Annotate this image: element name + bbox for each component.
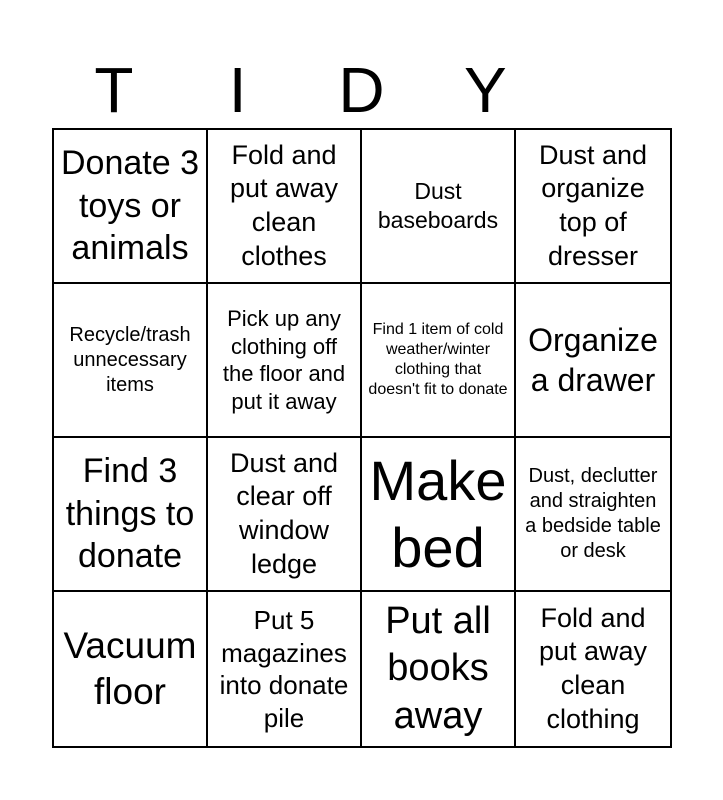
bingo-cell[interactable] xyxy=(208,592,362,746)
cell-text: Dust, declutter and straighten a bedside table or desk xyxy=(525,465,661,562)
bingo-cell[interactable] xyxy=(208,130,362,284)
bingo-cell[interactable] xyxy=(516,592,670,746)
bingo-cell[interactable] xyxy=(54,438,208,592)
cell-text: Make bed xyxy=(369,448,507,579)
bingo-cell[interactable] xyxy=(54,284,208,438)
bingo-cell[interactable] xyxy=(362,438,516,592)
cell-text: Find 1 item of cold weather/winter clothing that doesn't fit to donate xyxy=(368,321,508,398)
title-letter-d: D xyxy=(338,54,385,126)
cell-text: Put all books away xyxy=(385,599,491,737)
cell-text: Vacuum floor xyxy=(63,624,197,712)
bingo-title xyxy=(52,52,671,128)
bingo-cell[interactable] xyxy=(362,284,516,438)
bingo-cell[interactable] xyxy=(208,438,362,592)
cell-text: Donate 3 toys or animals xyxy=(61,144,199,268)
cell-text: Dust and organize top of dresser xyxy=(538,139,648,271)
bingo-cell[interactable] xyxy=(516,438,670,592)
cell-text: Fold and put away clean clothes xyxy=(229,139,339,271)
cell-text: Fold and put away clean clothing xyxy=(538,602,648,734)
title-letter-i: I xyxy=(228,54,247,126)
cell-text: Put 5 magazines into donate pile xyxy=(219,605,349,733)
bingo-board xyxy=(52,128,672,748)
bingo-cell[interactable] xyxy=(54,592,208,746)
cell-text: Dust and clear off window ledge xyxy=(229,447,339,579)
bingo-cell[interactable] xyxy=(54,130,208,284)
cell-text: Recycle/trash unnecessary items xyxy=(69,323,191,396)
cell-text: Find 3 things to donate xyxy=(65,452,195,576)
bingo-cell[interactable] xyxy=(208,284,362,438)
cell-text: Dust baseboards xyxy=(377,178,499,233)
bingo-cell[interactable] xyxy=(516,284,670,438)
bingo-cell[interactable] xyxy=(362,130,516,284)
title-letter-t: T xyxy=(94,54,134,126)
cell-text: Pick up any clothing off the floor and put it away xyxy=(222,306,346,414)
bingo-cell[interactable] xyxy=(362,592,516,746)
title-letter-y: Y xyxy=(463,54,507,126)
bingo-cell[interactable] xyxy=(516,130,670,284)
cell-text: Organize a drawer xyxy=(528,322,658,398)
